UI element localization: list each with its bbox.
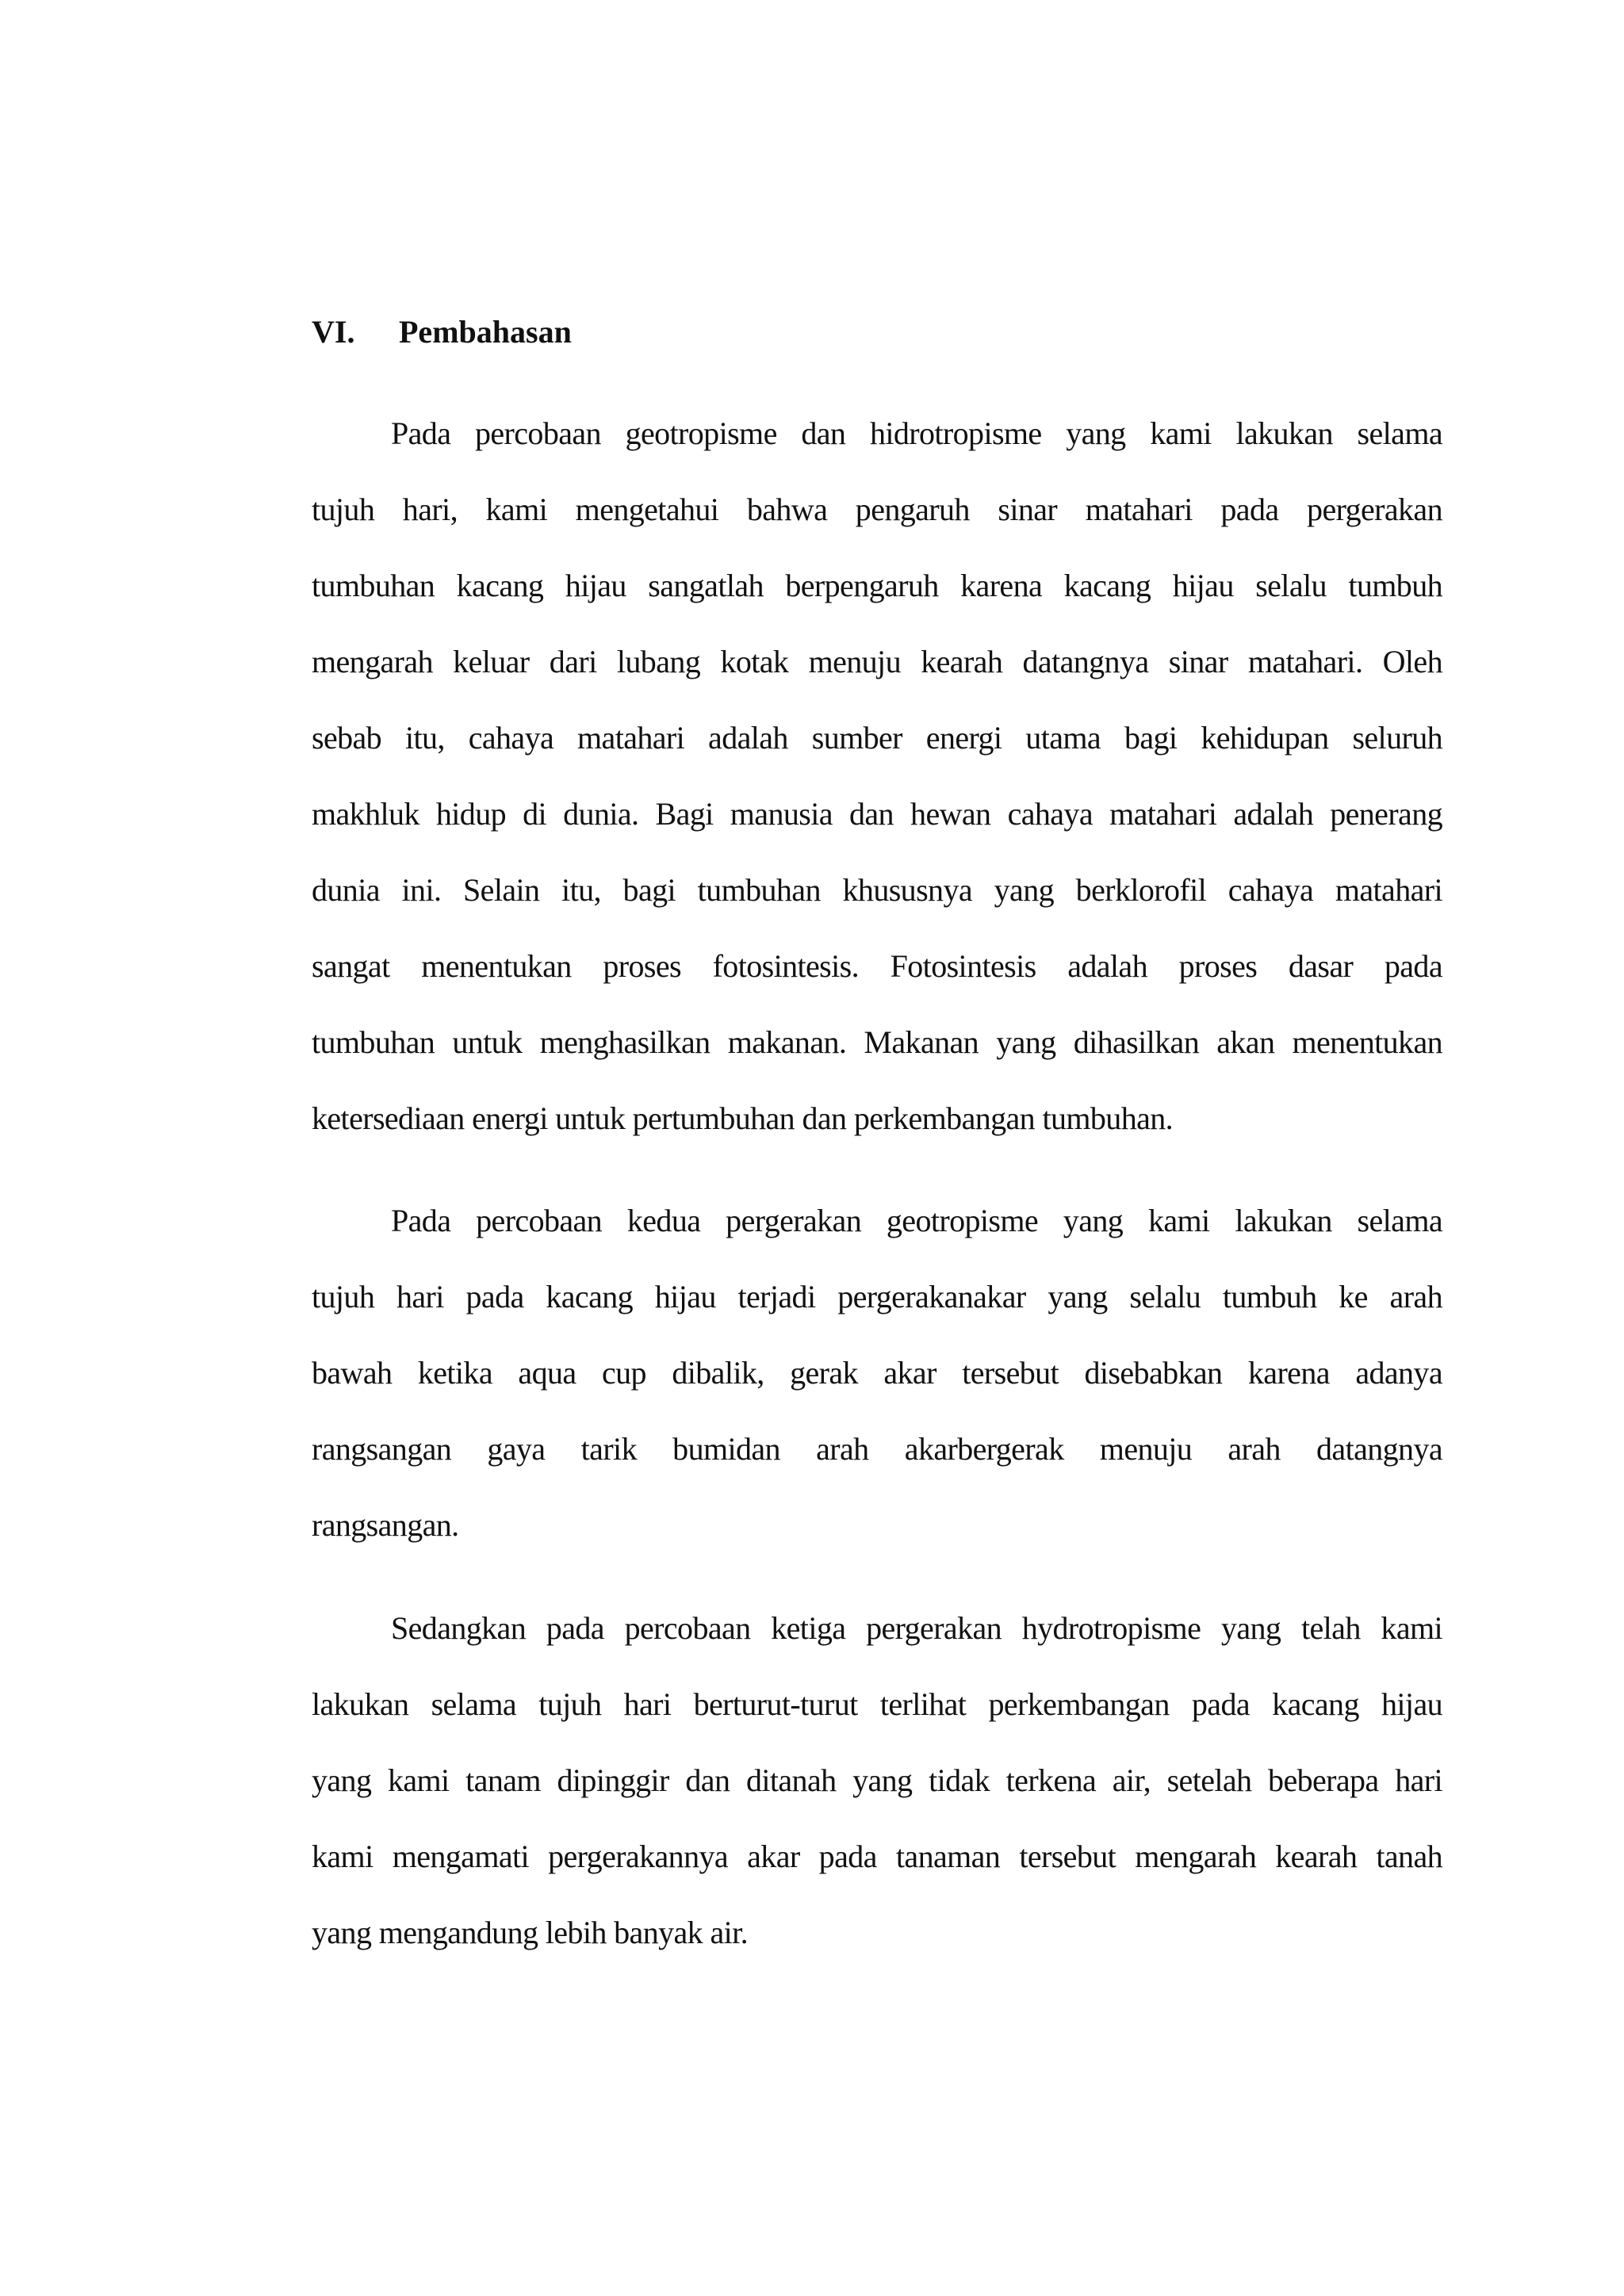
- paragraph-3: [312, 1590, 1442, 1971]
- text-line: ketersediaan energi untuk pertumbuhan dan perkembangan tumbuhan.: [312, 1100, 1174, 1136]
- text-line: bawah ketika aqua cup dibalik, gerak akar tersebut disebabkan karena adanya: [312, 1355, 1442, 1391]
- text-line: yang mengandung lebih banyak air.: [312, 1915, 749, 1950]
- paragraph-2: [312, 1183, 1442, 1563]
- text-line: tujuh hari, kami mengetahui bahwa pengaruh sinar matahari pada pergerakan: [312, 492, 1442, 527]
- text-line: tumbuhan untuk menghasilkan makanan. Makanan yang dihasilkan akan menentukan: [312, 1024, 1442, 1060]
- text-line: rangsangan gaya tarik bumidan arah akarbergerak menuju arah datangnya: [312, 1431, 1442, 1467]
- text-line: Sedangkan pada percobaan ketiga pergerakan hydrotropisme yang telah kami: [391, 1610, 1442, 1646]
- text-line: dunia ini. Selain itu, bagi tumbuhan khususnya yang berklorofil cahaya matahari: [312, 872, 1442, 908]
- section-number: VI.: [312, 314, 355, 350]
- paragraph-1: [312, 396, 1442, 1157]
- text-line: sebab itu, cahaya matahari adalah sumber energi utama bagi kehidupan seluruh: [312, 720, 1442, 756]
- text-line: makhluk hidup di dunia. Bagi manusia dan hewan cahaya matahari adalah penerang: [312, 796, 1442, 832]
- text-line: Pada percobaan geotropisme dan hidrotropisme yang kami lakukan selama: [391, 415, 1442, 451]
- text-line: lakukan selama tujuh hari berturut-turut terlihat perkembangan pada kacang hijau: [312, 1686, 1442, 1722]
- text-line: sangat menentukan proses fotosintesis. Fotosintesis adalah proses dasar pada: [312, 948, 1442, 984]
- text-line: yang kami tanam dipinggir dan ditanah yang tidak terkena air, setelah beberapa hari: [312, 1762, 1442, 1798]
- text-line: kami mengamati pergerakannya akar pada tanaman tersebut mengarah kearah tanah: [312, 1839, 1442, 1874]
- text-line: mengarah keluar dari lubang kotak menuju kearah datangnya sinar matahari. Oleh: [312, 644, 1442, 679]
- section-title: Pembahasan: [399, 314, 572, 350]
- text-line: tujuh hari pada kacang hijau terjadi pergerakanakar yang selalu tumbuh ke arah: [312, 1279, 1442, 1314]
- text-line: rangsangan.: [312, 1507, 459, 1543]
- text-line: Pada percobaan kedua pergerakan geotropisme yang kami lakukan selama: [391, 1203, 1442, 1238]
- text-line: tumbuhan kacang hijau sangatlah berpengaruh karena kacang hijau selalu tumbuh: [312, 568, 1442, 603]
